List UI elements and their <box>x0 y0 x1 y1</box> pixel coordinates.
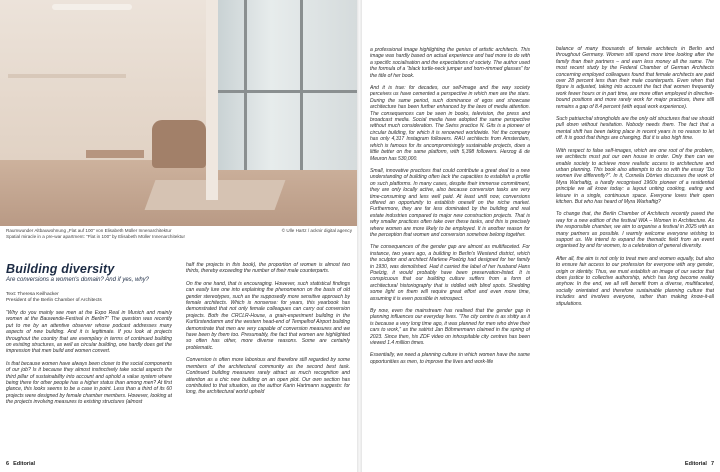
photo-table <box>86 150 144 158</box>
byline-author: Text: Theresa Keilhacker <box>6 292 59 297</box>
photo-shelf <box>8 74 126 78</box>
section-label: Editorial <box>13 461 36 467</box>
caption-line-german: Raumwunder Altbauwohnung „Flat auf 100“ von Elisabeth Müller Innenarchitektur <box>6 228 172 233</box>
photo-window-frame <box>244 0 247 170</box>
paragraph: Essentially, we need a planning culture in which women have the same opportunities as men, to improve the lives and work-life <box>370 352 530 365</box>
right-page <box>362 0 720 472</box>
article-subhead: Are conversions a women's domain? And if yes, why? <box>6 277 149 283</box>
paragraph: “Why do you mainly see men at the Expo Real in Munich and mainly women at the Bauwende-Festival in Berlin?” The question was recently put to me by an attentive observer whose podcast addresses many aspects of new building. And it is legitimate. If you look at projects throughout the country that are exemplary in terms of continued building on existing structures, as well as circular building, one hardly does get the impression that men build and women convert. <box>6 310 172 355</box>
section-label: Editorial <box>684 461 707 467</box>
paragraph: After all, the aim is not only to treat men and women equally, but also to ensure fair access to our profession for everyone with any gender, origin or identity. Thus, we must establish an image of our sector that does justice to collective authorship, which has long become reality anyhow. In the end, we all will benefit from a diverse, multifaceted, socially orientated and therefore sustainable planning culture that includes and involves everyone, rather than making know-it-all stipulations. <box>556 255 714 307</box>
paragraph: Conversion is often more laborious and therefore still regarded by some members of the architectural community as the second best task. Continued building measures rarely attract as much recognition and attention as a chic new building on an open plot. Our own section has contributed to that situation, as the author Karin Hartmann suggests: for long, the architectural world upheld <box>186 357 350 396</box>
interior-photo <box>0 0 357 226</box>
paragraph: On the one hand, that is encouraging. However, such statistical findings can easily lure one into explaining the phenomenon on the basis of old gender stereotypes, such as the supposedly more sensitive approach by female architects. Which is nonsense: for years, this yearbook has demonstrated that not only female colleagues can carry out conversion projects. Both the CRCLR-House, a grain-experiment building in the Kurfürstendamm and the western head-end of Tempelhof Airport building demonstrate that men are very capable of conversion measures and we have been by them too. Presumably, the fact that women are highlighted so often has other, more diverse reasons. Some are certainly problematic. <box>186 280 350 351</box>
paragraph: To change that, the Berlin Chamber of Architects recently paved the way for a new edition of the festival WIA – Women in Architecture. As the responsible chamber, we aim to organise a festival in 2025 with as many partners as possible. I warmly welcome everyone wishing to support us. We intend to expand the thematic field from an event organised by and for women, to a celebration of general diversity. <box>556 211 714 250</box>
page-folio <box>6 461 35 467</box>
paragraph: By now, even the mainstream has realised that the gender gap in planning influences our everyday lives. “The city centre is as shitty as it is because a very long time ago, it was planned for men who drive their cars to work,” as the satirist Jan Böhmermann claimed in the spring of 2023. Since then, his ZDF video on inhospitable city centres has been viewed 1.4 million times. <box>370 308 530 347</box>
photo-window-frame <box>300 0 303 170</box>
byline-role: President of the Berlin Chamber of Architects <box>6 298 102 303</box>
paragraph: balance of many thousands of female architects in Berlin and throughout Germany. Women still spend more time looking after the family than their partners – and earn less money all the same. The most recent study by the Federal Chamber of German Architects concerning employed colleagues found that female architects are paid over 28 percent less than their male counterparts. Even when that figure is adjusted, taking into account the fact that women frequently work fewer hours or in part time, are more often employed in directive-bound positions and more rarely work for major practices, there still remains a gap of 8.4 percent (with equal work experience). <box>556 46 714 110</box>
photo-credit: © Ulle Hartz / acknir digital agency <box>281 228 352 233</box>
photo-window-frame <box>214 90 357 93</box>
paragraph: Small, innovative practices that could contribute a great deal to a new understanding of building often lack the capacities to establish a profile on such platforms. In many cases, despite their immense commitment, they are only locally active, also because conversion tasks are very time-consuming and less well paid. At least until now, conversions offered an opportunity to establish oneself on the niche market. Furthermore, they are far less dominated by the building and real estate industries compared to major new construction projects. That is why smaller practices often take over these tasks, and this is precisely where women are more likely to be employed. It is another reason for the perception that women and conversion somehow belong together. <box>370 167 530 238</box>
caption-line-english: Spatial miracle in a pre-war apartment: “Flat in 100” by Elisabeth Müller Innenarchitektur <box>6 234 185 239</box>
paragraph: Is that because women have always been closer to the social components of our job? Is it because they almost instinctively take social aspects the third pillar of sustainability into account and uphold a value system where being there for other people has a higher status than among men? At first glance, this looks seems to be a case in point. Less than a third of its 60 projects were designed by female chamber members. However, looking at the projects involving measures to existing structures (almost <box>6 360 172 406</box>
byline <box>6 292 102 304</box>
paragraph: Such patriarchal strongholds are the only old structures that we should pull down without hesitation. Nobody needs them. The fact that a mental shift has been taking place in recent years is no reason to let off. It is good that things are changing. But it is also high time. <box>556 116 714 142</box>
photo-ceiling-light <box>52 4 132 10</box>
photo-window <box>214 0 357 170</box>
paragraph: half the projects in this book), the proportion of women is almost two thirds, thereby exceeding the number of their male counterparts. <box>186 262 350 275</box>
text-column <box>6 310 172 450</box>
text-column <box>556 46 714 450</box>
paragraph: a professional image highlighting the genius of artistic architects. This image was hardly based on actual experience and had more to do with a specific socialisation and the expectations of society. The author used the formula of a “black turtle-neck jumper and horn-rimmed glasses” for the title of her book. <box>370 47 530 79</box>
text-column <box>186 262 350 450</box>
paragraph: The consequences of the gender gap are almost as multifaceted. For instance, two years ago, a building in Berlin's Westend district, which the sculptor and architect Marlene Poelzig had designed for her family in 1930, was demolished. Had it carried the label of her husband Hans Poelzig, it would probably have been preservation-listed. It is conspicuous that our building culture suffers from a form of architectural historiography that is riddled with blind spots. Shedding some light on them will require great effort and even more time, assuming it is even possible in retrospect. <box>370 244 530 302</box>
photo-curtain <box>206 0 218 200</box>
page-number: 7 <box>710 461 714 467</box>
photo-chair <box>152 120 206 168</box>
text-column <box>370 47 530 450</box>
paragraph: With respect to false self-images, which are one root of the problem, we architects must put our own house in order. Only then can we enable society to achieve more realistic access to architecture and urban planning. This book also attempts to do so with the essay “Do women live differently?”. In it, Cornelia Dörries discusses the work of Myra Warhaftig, a hardly recognised 1960s pioneer of a residential principle we all know today: a layout uniting cooking, eating and leisure in a single, continuous space. Everyone loves their open kitchen. But who has heard of Myra Warhaftig? <box>556 147 714 205</box>
photo-caption <box>6 228 256 240</box>
page-number: 6 <box>6 461 10 467</box>
page-folio <box>685 461 714 467</box>
article-headline: Building diversity <box>6 262 115 276</box>
paragraph: And it is true: for decades, our self-image and the way society perceives us have cemented a perspective in which men are the stars. During the same period, such dominance of egos and showcase architecture has been further enhanced by the laws of media attention. The consequences can be seen in books, television, the press and broadcast media. Social media have adopted the same perspective without much consideration. The Swiss practice N. Gits is a pioneer of circular building, for which it is renowned worldwide. Yet the company has only 4,317 Instagram followers. RAU architects from Amsterdam, which is famous for its uncompromisingly sustainable projects, does a little better on the same platform, with 5,398 followers. Herzog & de Meuron has 530,000. <box>370 85 530 162</box>
left-page <box>0 0 357 472</box>
